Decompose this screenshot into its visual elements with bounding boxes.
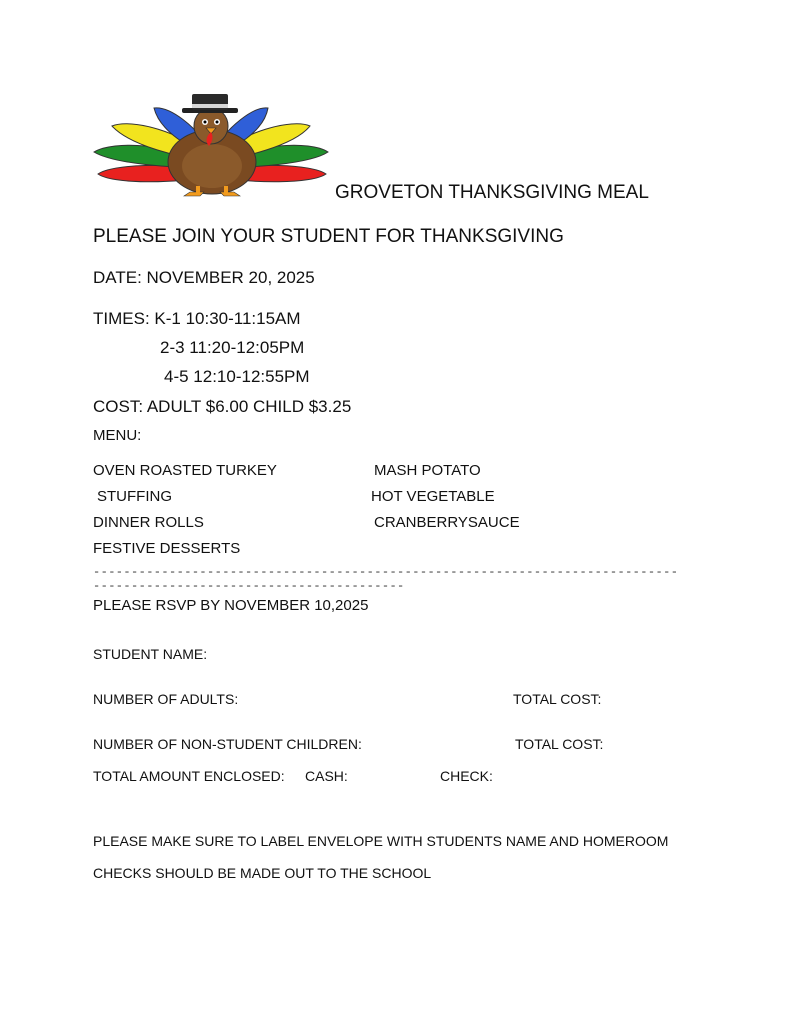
menu-item: FESTIVE DESSERTS bbox=[93, 540, 241, 557]
invite-line: PLEASE JOIN YOUR STUDENT FOR THANKSGIVING bbox=[93, 226, 564, 247]
num-children-label: NUMBER OF NON-STUDENT CHILDREN: bbox=[93, 736, 362, 752]
cash-label: CASH: bbox=[305, 768, 348, 784]
student-name-label: STUDENT NAME: bbox=[93, 646, 208, 662]
total-cost-children-label: TOTAL COST: bbox=[515, 736, 604, 752]
event-date: DATE: NOVEMBER 20, 2025 bbox=[93, 268, 315, 287]
rsvp-deadline: PLEASE RSVP BY NOVEMBER 10,2025 bbox=[93, 597, 369, 614]
menu-item: CRANBERRYSAUCE bbox=[374, 514, 520, 531]
times-line-3: 4-5 12:10-12:55PM bbox=[164, 367, 310, 386]
cost-line: COST: ADULT $6.00 CHILD $3.25 bbox=[93, 397, 352, 416]
page-title: GROVETON THANKSGIVING MEAL bbox=[335, 182, 649, 203]
num-adults-label: NUMBER OF ADULTS: bbox=[93, 691, 239, 707]
cut-line-divider: ---------------------------------------------------------------------------------------------------------------------- bbox=[93, 565, 679, 593]
turkey-foot-right bbox=[220, 192, 240, 196]
check-label: CHECK: bbox=[440, 768, 493, 784]
menu-heading: MENU: bbox=[93, 427, 142, 444]
checks-note: CHECKS SHOULD BE MADE OUT TO THE SCHOOL bbox=[93, 865, 432, 881]
envelope-note: PLEASE MAKE SURE TO LABEL ENVELOPE WITH STUDENTS NAME AND HOMEROOM bbox=[93, 833, 669, 849]
total-enclosed-label: TOTAL AMOUNT ENCLOSED: bbox=[93, 768, 285, 784]
turkey-illustration bbox=[92, 92, 332, 200]
menu-item: OVEN ROASTED TURKEY bbox=[93, 462, 277, 479]
total-cost-adults-label: TOTAL COST: bbox=[513, 691, 602, 707]
menu-item: DINNER ROLLS bbox=[93, 514, 204, 531]
menu-item: HOT VEGETABLE bbox=[371, 488, 495, 505]
pilgrim-hat-band bbox=[192, 104, 228, 108]
turkey-foot-left bbox=[184, 192, 204, 196]
menu-item: STUFFING bbox=[97, 488, 172, 505]
times-line-2: 2-3 11:20-12:05PM bbox=[160, 338, 305, 357]
turkey-belly bbox=[182, 144, 242, 188]
menu-item: MASH POTATO bbox=[374, 462, 481, 479]
times-line-1: TIMES: K-1 10:30-11:15AM bbox=[93, 309, 301, 328]
